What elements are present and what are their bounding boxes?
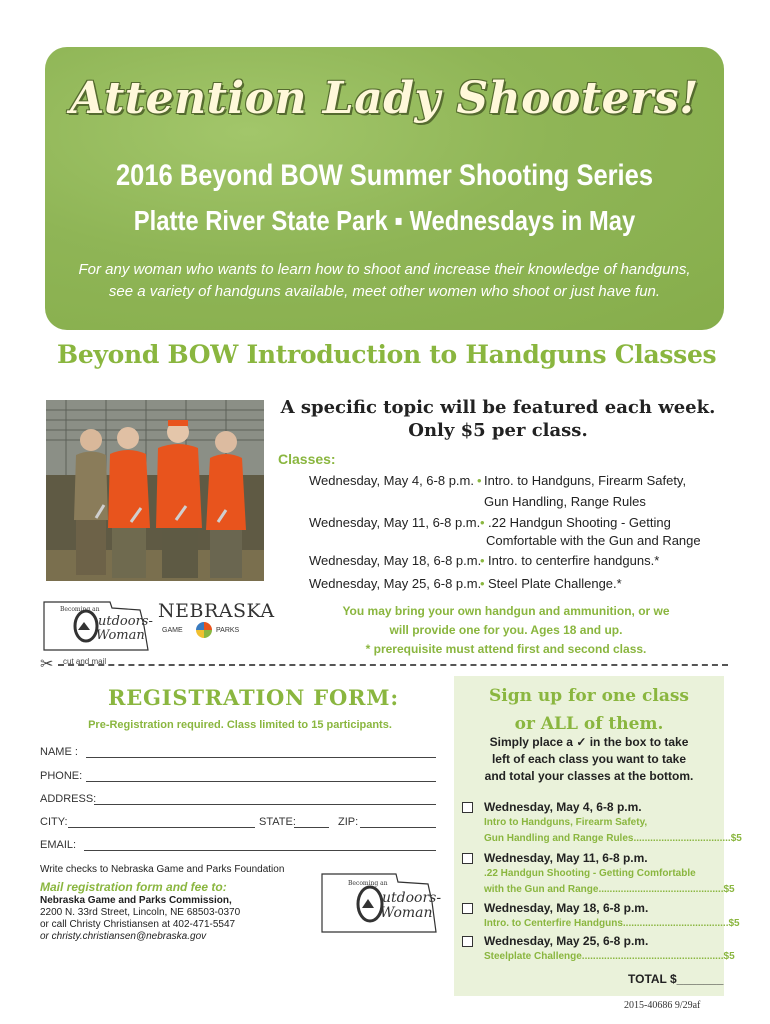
banner-description-line-1: For any woman who wants to learn how to shoot and increase their knowledge of handguns, [78,261,691,278]
cut-and-mail-label: cut and mail [63,657,107,666]
name-label: NAME : [40,746,78,758]
signup-item-desc-line-1: Intro to Handguns, Firearm Safety, [484,817,648,828]
ngpc-logo [158,600,275,640]
phone-field[interactable] [86,781,436,782]
classes-label: Classes: [278,451,336,467]
bow-logo-text-1: utdoors- [382,890,442,906]
topic-line-2: Only $5 per class. [408,420,588,441]
bullet-dot: • [480,576,485,591]
header-banner [45,47,724,330]
class-date: Wednesday, May 18, 6-8 p.m. [309,553,482,568]
section-title: Beyond BOW Introduction to Handguns Classes [57,340,717,369]
contact-email[interactable]: or christy.christiansen@nebraska.gov [40,931,207,942]
signup-item-desc-line-1: .22 Handgun Shooting - Getting Comfortable [484,868,696,879]
name-field[interactable] [86,757,436,758]
total-field[interactable]: TOTAL $_______ [628,972,724,986]
signup-item-desc-line-1: Steelplate Challenge...................................................$5 [484,951,735,962]
group-photo [46,400,264,581]
banner-subtitle-location: Platte River State Park ▪ Wednesdays in May [133,205,636,236]
bullet-dot: • [477,473,482,488]
bring-notice-line-3: * prerequisite must attend first and second class. [365,642,647,656]
registration-form-title: REGISTRATION FORM: [108,685,399,710]
cut-line [58,664,728,666]
group-photo-illustration [46,400,264,581]
bow-logo-text-2: Woman [96,628,145,643]
city-field[interactable] [68,827,255,828]
signup-instructions-line-3: and total your classes at the bottom. [484,769,694,783]
city-label: CITY: [40,816,68,828]
signup-instructions [454,734,724,785]
class-schedule-item [309,472,687,509]
signup-item-date: Wednesday, May 4, 6-8 p.m. [484,800,642,814]
bring-notice [290,602,722,659]
registration-note: Pre-Registration required. Class limited to 15 participants. [88,719,392,731]
state-label: STATE: [259,816,296,828]
signup-title-line-1: Sign up for one class [489,686,689,706]
class-date: Wednesday, May 25, 6-8 p.m. [309,576,482,591]
banner-description-line-2: see a variety of handguns available, meet other women who shoot or just have fun. [108,283,661,300]
bullet-dot: • [480,515,485,530]
checks-payable-note: Write checks to Nebraska Game and Parks Foundation [40,864,285,875]
bring-notice-line-1: You may bring your own handgun and ammunition, or we [342,604,670,618]
zip-label: ZIP: [338,816,359,828]
bow-logo-text-2: Woman [380,905,433,921]
mailing-address [40,895,240,943]
class-checkbox[interactable] [462,802,473,813]
bow-logo-form [318,868,442,938]
zip-field[interactable] [360,827,436,828]
scissors-icon: ✂ [40,656,54,673]
bow-logo [40,596,153,656]
ngpc-logo-right: PARKS [216,627,240,634]
address-line-3: or call Christy Christiansen at 402-471-5547 [40,919,236,930]
ngpc-logo-name: NEBRASKA [158,600,275,622]
bow-logo-small-text: Becoming an [60,606,100,613]
class-checkbox[interactable] [462,853,473,864]
address-label: ADDRESS: [40,793,97,805]
phone-label: PHONE: [40,770,83,782]
bow-logo-text-1: utdoors- [98,614,153,629]
mail-heading: Mail registration form and fee to: [40,880,227,894]
bullet-dot: • [480,553,485,568]
topic-heading [278,396,718,442]
class-desc-line-1: Intro. to Handguns, Firearm Safety, [484,473,687,488]
signup-item-date: Wednesday, May 18, 6-8 p.m. [484,901,649,915]
signup-item-desc-line-1: Intro. to Centerfire Handguns......................................$5 [484,918,740,929]
address-line-1: Nebraska Game and Parks Commission, [40,895,232,906]
address-line-2: 2200 N. 33rd Street, Lincoln, NE 68503-0370 [40,907,241,918]
state-field[interactable] [294,827,329,828]
signup-panel [454,676,742,996]
class-desc-line-2: Gun Handling, Range Rules [484,494,646,509]
banner-title: Attention Lady Shooters! [70,73,699,124]
ngpc-emblem-icon [196,622,212,638]
class-date: Wednesday, May 4, 6-8 p.m. [309,473,474,488]
class-checkbox[interactable] [462,936,473,947]
banner-subtitle-series: 2016 Beyond BOW Summer Shooting Series [115,159,654,192]
class-schedule-item [309,514,701,548]
signup-instructions-line-2: left of each class you want to take [491,752,687,766]
address-field[interactable] [94,804,436,805]
signup-title [454,682,724,738]
ngpc-logo-left: GAME [162,627,183,634]
class-schedule-item [309,552,660,570]
topic-line-1: A specific topic will be featured each week. [280,397,716,418]
banner-description [65,259,704,303]
class-schedule-item [309,575,622,593]
class-desc-line-1: Steel Plate Challenge.* [488,576,622,591]
email-field[interactable] [84,850,436,851]
class-desc-line-1: .22 Handgun Shooting - Getting [488,515,671,530]
signup-title-line-2: or ALL of them. [514,714,664,734]
class-desc-line-1: Intro. to centerfire handguns.* [488,553,660,568]
class-date: Wednesday, May 11, 6-8 p.m. [309,515,481,530]
signup-instructions-line-1: Simply place a ✓ in the box to take [489,735,689,749]
bow-logo-small-text: Becoming an [348,880,388,887]
email-label: EMAIL: [40,839,77,851]
signup-item-date: Wednesday, May 25, 6-8 p.m. [484,934,649,948]
class-checkbox[interactable] [462,903,473,914]
signup-item-desc-line-2: Gun Handling and Range Rules...................................$5 [484,833,742,844]
class-desc-line-2: Comfortable with the Gun and Range [486,533,701,548]
form-code: 2015-40686 9/29af [624,1000,701,1011]
signup-item-desc-line-2: with the Gun and Range.............................................$5 [484,884,735,895]
bring-notice-line-2: will provide one for you. Ages 18 and up. [389,623,623,637]
signup-item-date: Wednesday, May 11, 6-8 p.m. [484,851,648,865]
